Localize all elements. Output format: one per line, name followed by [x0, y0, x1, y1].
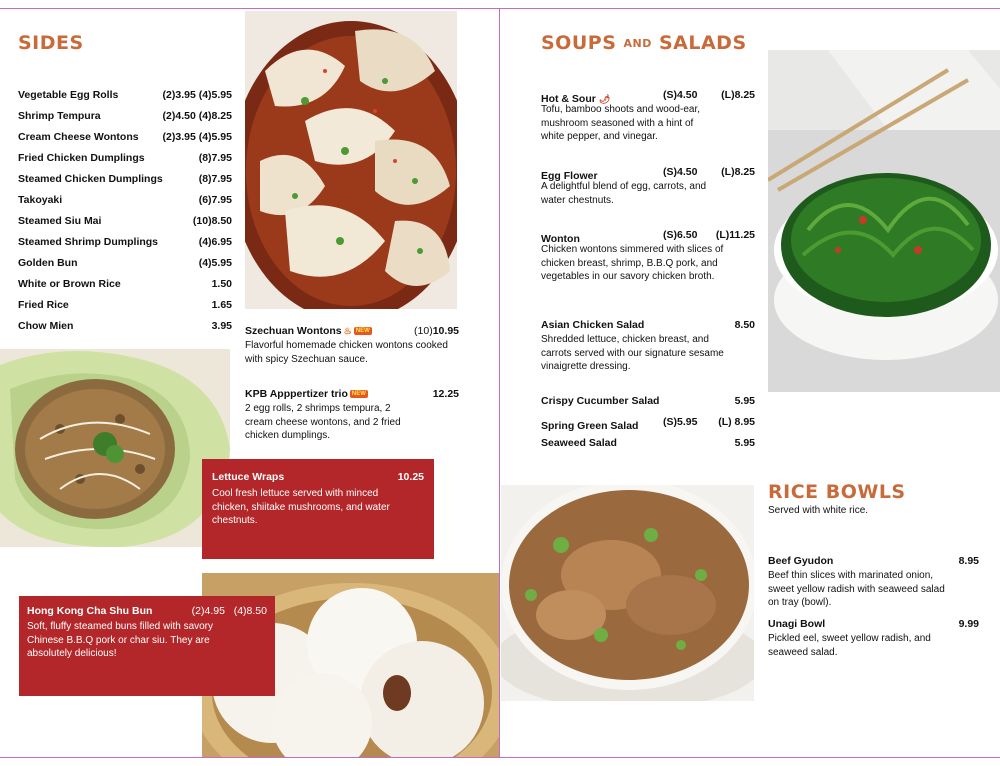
item-name: Szechuan Wontons ♨ NEW [245, 325, 370, 337]
list-item [18, 151, 232, 165]
flame-icon: ♨ [343, 325, 352, 336]
menu-page-left [0, 8, 500, 758]
item-name: Hong Kong Cha Shu Bun [27, 605, 153, 617]
price-small: (S)4.50 [663, 166, 698, 178]
item-name: Unagi Bowl [768, 618, 826, 630]
rice-bowl-item-gyudon [768, 555, 979, 610]
item-description: Pickled eel, sweet yellow radish, and seaweed salad. [768, 633, 931, 658]
item-description: Beef thin slices with marinated onion, sweet yellow radish with seaweed salad on tray (bowl). [768, 570, 945, 609]
item-price: (2)3.95 (4)5.95 [162, 131, 232, 143]
item-price: (2)4.95 (4)8.50 [191, 605, 267, 617]
item-price: (4)5.95 [198, 257, 232, 269]
item-price: 10.25 [397, 471, 424, 483]
list-item [18, 88, 232, 102]
item-name: Steamed Shrimp Dumplings [18, 236, 159, 248]
price-large: (L)8.25 [721, 166, 755, 178]
item-price: 9.99 [958, 618, 979, 630]
cha-shu-bun-box [19, 596, 275, 696]
rice-bowl-item-unagi [768, 618, 979, 659]
soup-item-hot-sour [541, 89, 755, 144]
szechuan-wontons-photo [245, 11, 457, 309]
szechuan-wontons-item [245, 325, 459, 366]
item-description: A delightful blend of egg, carrots, and water chestnuts. [541, 181, 707, 206]
list-item [18, 130, 232, 144]
item-name: Wonton [541, 233, 580, 245]
list-item [18, 235, 232, 249]
item-price: 12.25 [432, 388, 459, 400]
item-name: Fried Chicken Dumplings [18, 152, 145, 164]
price-small: (S)6.50 [663, 229, 698, 241]
item-name: Crispy Cucumber Salad [541, 395, 660, 407]
item-name: Hot & Sour 🌶 [541, 93, 611, 105]
pepper-icon: 🌶 [598, 93, 611, 104]
item-price: 1.50 [211, 278, 232, 290]
item-price: (2)3.95 (4)5.95 [162, 89, 232, 101]
item-name: Asian Chicken Salad [541, 319, 645, 331]
item-description: Cool fresh lettuce served with minced chicken, shiitake mushrooms, and water chestnuts. [212, 488, 390, 527]
item-price: 1.65 [211, 299, 232, 311]
item-name: Spring Green Salad [541, 420, 639, 432]
list-item [541, 416, 755, 430]
list-item [18, 277, 232, 291]
soups-salads-heading: SOUPS AND SALADS [541, 32, 747, 54]
seaweed-salad-photo [768, 50, 1000, 392]
item-price: 5.95 [734, 395, 755, 407]
list-item [18, 319, 232, 333]
item-description: Shredded lettuce, chicken breast, and carrots served with our signature sesame vinaigrette dressing. [541, 334, 724, 373]
price-large: (L) 8.95 [718, 416, 755, 428]
list-item [18, 298, 232, 312]
item-price: (6)7.95 [198, 194, 232, 206]
item-name: Cream Cheese Wontons [18, 131, 139, 143]
item-price: (2)4.50 (4)8.25 [162, 110, 232, 122]
new-badge: NEW [351, 391, 366, 398]
item-price: (8)7.95 [198, 152, 232, 164]
sides-heading: SIDES [18, 32, 84, 54]
item-description: 2 egg rolls, 2 shrimps tempura, 2 cream cheese wontons, and 2 fried chicken dumplings. [245, 403, 401, 442]
list-item [18, 214, 232, 228]
lettuce-wraps-box [202, 459, 434, 559]
item-name: Golden Bun [18, 257, 78, 269]
item-price: 5.95 [734, 437, 755, 449]
beef-gyudon-photo [501, 485, 754, 701]
item-name: Steamed Siu Mai [18, 215, 102, 227]
item-description: Soft, fluffy steamed buns filled with savory Chinese B.B.Q pork or char siu. They are absolutely delicious! [27, 621, 214, 660]
item-price: 8.50 [734, 319, 755, 331]
price-small: (S)4.50 [663, 89, 698, 101]
list-item [18, 172, 232, 186]
item-price: (8)7.95 [198, 173, 232, 185]
item-name: Fried Rice [18, 299, 69, 311]
item-name: Steamed Chicken Dumplings [18, 173, 163, 185]
list-item [541, 395, 755, 407]
item-name: Beef Gyudon [768, 555, 834, 567]
new-badge: NEW [355, 328, 370, 335]
price-large: (L)8.25 [721, 89, 755, 101]
item-price: 8.95 [958, 555, 979, 567]
price-large: (L)11.25 [715, 229, 755, 241]
lettuce-wraps-photo [0, 349, 230, 547]
menu-page-right [499, 8, 1000, 758]
rice-bowls-heading: RICE BOWLS [768, 481, 906, 503]
rice-bowls-subtitle: Served with white rice. [768, 505, 869, 516]
list-item [541, 437, 755, 449]
item-description: Tofu, bamboo shoots and wood-ear, mushroom seasoned with a hint of white pepper, and vinegar. [541, 104, 700, 143]
item-description: Chicken wontons simmered with slices of chicken breast, shrimp, B.B.Q pork, and vegetables in our savory chicken broth. [541, 244, 724, 283]
item-price: (10)8.50 [192, 215, 232, 227]
list-item [18, 193, 232, 207]
item-price: (4)6.95 [198, 236, 232, 248]
item-name: KPB Apppertizer trio NEW [245, 388, 366, 400]
item-price: (10)10.95 [414, 325, 459, 337]
item-name: White or Brown Rice [18, 278, 121, 290]
item-price: 3.95 [211, 320, 232, 332]
item-name: Takoyaki [18, 194, 63, 206]
item-name: Seaweed Salad [541, 437, 617, 449]
soup-item-wonton [541, 229, 755, 284]
appetizer-trio-item [245, 388, 459, 443]
item-name: Egg Flower [541, 170, 598, 182]
salad-item-asian-chicken [541, 319, 755, 374]
soup-item-egg-flower [541, 166, 755, 207]
item-name: Chow Mien [18, 320, 74, 332]
item-name: Shrimp Tempura [18, 110, 101, 122]
item-name: Vegetable Egg Rolls [18, 89, 119, 101]
item-description: Flavorful homemade chicken wontons cooked with spicy Szechuan sauce. [245, 340, 448, 365]
list-item [18, 109, 232, 123]
list-item [18, 256, 232, 270]
price-small: (S)5.95 [663, 416, 698, 428]
item-name: Lettuce Wraps [212, 471, 285, 483]
